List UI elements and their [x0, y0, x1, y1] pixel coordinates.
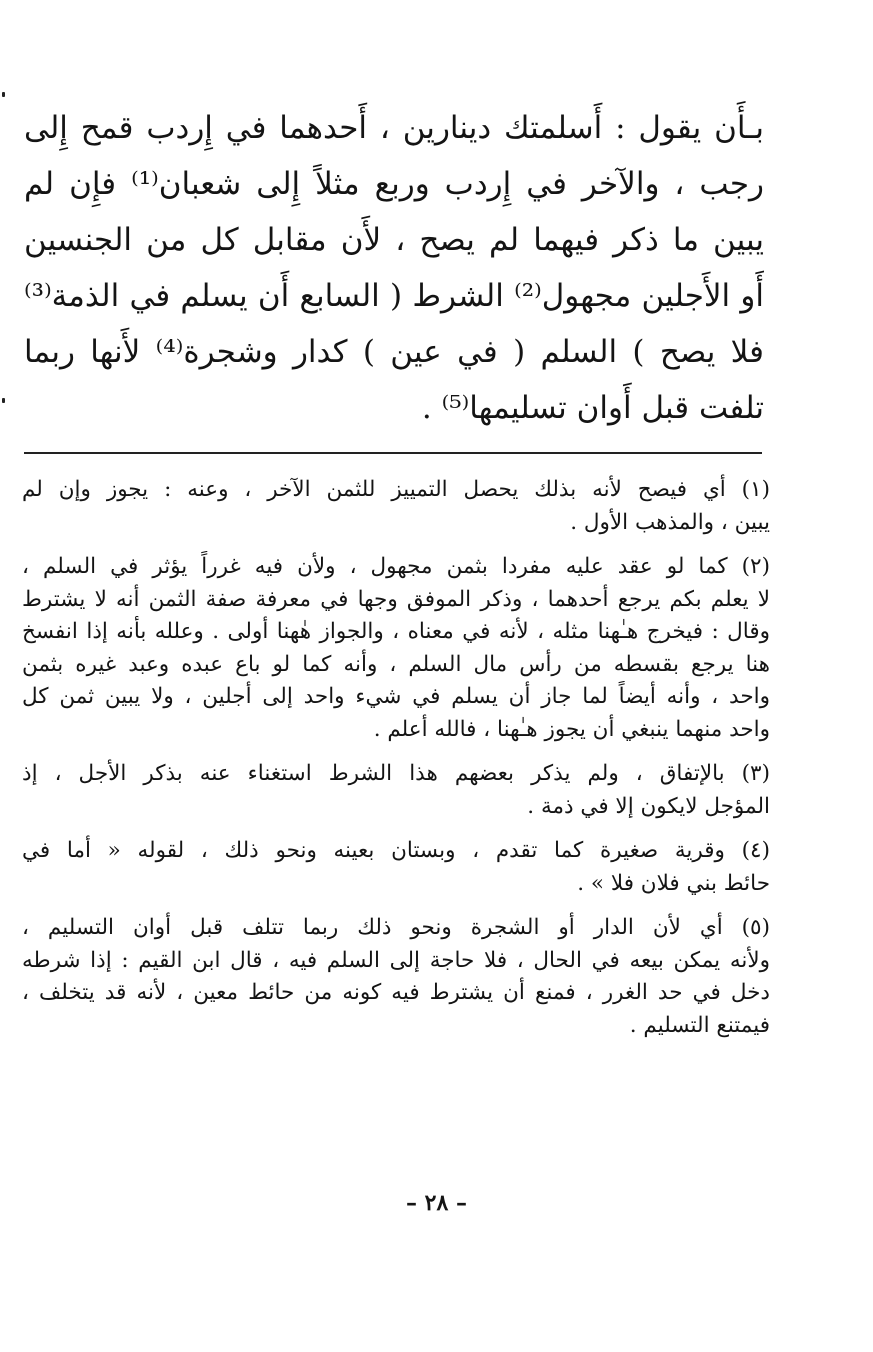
footnotes: [22, 474, 770, 1054]
footnote-line: حائط بني فلان فلا » .: [577, 870, 770, 896]
main-text-line: يبين ما ذكر فيهما لم يصح ، لأَن مقابل كل من الجنسين: [24, 222, 764, 258]
main-text-line: تلفت قبل أَوان تسليمها⁽⁵⁾ .: [421, 390, 764, 426]
footnote-5: [22, 912, 770, 1042]
footnote-line: المؤجل لايكون إلا في ذمة .: [527, 793, 770, 819]
main-text: [24, 100, 764, 436]
footnote-3: [22, 758, 770, 823]
footnote-line: لا يعلم بكم يرجع أحدهما ، وذكر الموفق وجها في معرفة صفة الثمن أنه لا يشترط: [22, 586, 770, 612]
scan-speck: [2, 398, 5, 403]
footnote-line: (٥) أي لأن الدار أو الشجرة ونحو ذلك ربما تتلف قبل أوان التسليم ،: [22, 915, 770, 940]
footnote-line: هنا يرجع بقسطه من رأس مال السلم ، وأنه كما لو باع عبده وعبد غيره بثمن: [22, 651, 770, 677]
footnote-line: واحد منهما ينبغي أن يجوز هـٰهنا ، فالله أعلم .: [373, 716, 770, 742]
footnote-1: [22, 474, 770, 539]
footnote-line: يبين ، والمذهب الأول .: [570, 509, 770, 535]
scan-speck: [2, 92, 5, 97]
main-text-line: بـأَن يقول : أَسلمتك دينارين ، أَحدهما في إِردب قمح إِلى: [24, 110, 764, 146]
footnote-2: [22, 551, 770, 746]
footnote-line: واحد ، وأنه أيضاً لما جاز أن يسلم في شيء واحد إلى أجلين ، ولا يبين ثمن كل: [22, 684, 770, 709]
footnote-separator: [24, 452, 762, 454]
footnote-line: دخل في حد الغرر ، فمنع أن يشترط فيه كونه من حائط معين ، لأنه قد يتخلف ،: [22, 980, 770, 1005]
footnote-line: (٢) كما لو عقد عليه مفردا بثمن مجهول ، ولأن فيه غرراً يؤثر في السلم ،: [22, 554, 770, 579]
footnote-line: ولأنه يمكن بيعه في الحال ، فلا حاجة إلى السلم فيه ، قال ابن القيم : إذا شرطه: [22, 947, 770, 973]
main-text-line: أَو الأَجلين مجهول⁽²⁾ الشرط ( السابع أَن يسلم في الذمة⁽³⁾: [24, 278, 764, 314]
footnote-line: فيمتنع التسليم .: [629, 1012, 770, 1038]
footnote-line: وقال : فيخرج هـٰهنا مثله ، لأنه في معناه ، والجواز هٰهنا أولى . وعلله بأنه إذا انفسخ: [22, 619, 770, 644]
page-number: – ٢٨ –: [406, 1190, 467, 1216]
main-text-line: رجب ، والآخر في إِردب وربع مثلاً إِلى شعبان⁽¹⁾ فإِن لم: [24, 166, 764, 202]
footnote-4: [22, 835, 770, 900]
footnote-line: (٤) وقرية صغيرة كما تقدم ، وبستان بعينه ونحو ذلك ، لقوله « أما في: [22, 838, 770, 863]
footnote-line: (١) أي فيصح لأنه بذلك يحصل التمييز للثمن الآخر ، وعنه : يجوز وإن لم: [22, 477, 770, 502]
main-text-line: فلا يصح ) السلم ( في عين ) كدار وشجرة⁽⁴⁾ لأَنها ربما: [24, 334, 764, 370]
footnote-line: (٣) بالإتفاق ، ولم يذكر بعضهم هذا الشرط استغناء عنه بذكر الأجل ، إذ: [22, 761, 770, 786]
